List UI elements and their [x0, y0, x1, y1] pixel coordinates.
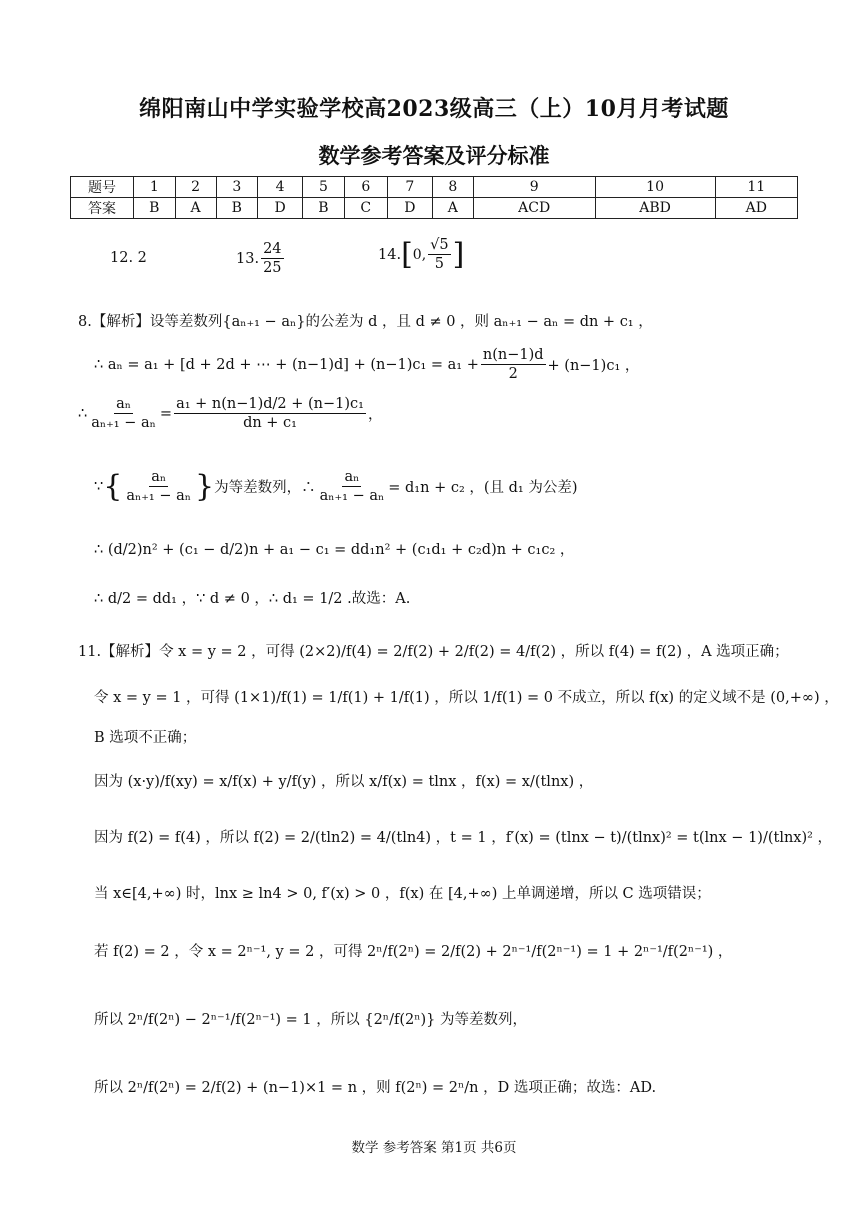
q11-line-5: 因为 f(2) = f(4) ，所以 f(2) = 2/(tln2) = 4/(tln4) ，t = 1 ，f′(x) = (tlnx − t)/(tlnx)² = t(lnx − 1)/(tlnx)² ，: [94, 830, 833, 846]
q11-line-7: 若 f(2) = 2 ，令 x = 2ⁿ⁻¹, y = 2 ，可得 2ⁿ/f(2ⁿ) = 2/f(2) + 2ⁿ⁻¹/f(2ⁿ⁻¹) = 1 + 2ⁿ⁻¹/f(2ⁿ⁻¹) ，: [94, 944, 733, 960]
q11-line-8: 所以 2ⁿ/f(2ⁿ) − 2ⁿ⁻¹/f(2ⁿ⁻¹) = 1 ，所以 {2ⁿ/f(2ⁿ)} 为等差数列，: [94, 1012, 527, 1028]
table-row-answers: [71, 198, 798, 219]
row-label-answer: 答案: [71, 198, 134, 219]
fraction: $\frac{\text{a₁ + n(n−1)d/2 + (n−1)c₁}}{\text{dn + c₁}}$: [176, 396, 364, 432]
table-cell: ABD: [595, 198, 715, 219]
page-footer: 数学 参考答案 第1页 共6页: [351, 1140, 517, 1156]
fill-in-q14: 14. [ 0, $\frac{√5}{5}$ ]: [378, 236, 465, 273]
fill-in-q12: 12. 2: [110, 250, 147, 266]
q11-line-6: 当 x∈[4,+∞) 时，lnx ≥ ln4 > 0, f′(x) > 0 ，f(x) 在 [4,+∞) 上单调递增，所以 C 选项错误；: [94, 886, 711, 902]
table-cell: B: [303, 198, 345, 219]
table-cell: 3: [216, 177, 258, 198]
table-cell: ACD: [473, 198, 595, 219]
q8-line-3: ∴ $\frac{\text{aₙ}}{\text{aₙ₊₁ − aₙ}}$ = $\frac{\text{a₁ + n(n−1)d/2 + (n−1)c₁}}{\text{dn + c₁}}$ ，: [78, 396, 383, 432]
table-cell: 2: [175, 177, 216, 198]
q8-line-4: ∵ { $\frac{\text{aₙ}}{\text{aₙ₊₁ − aₙ}}$ } 为等差数列，∴ $\frac{\text{aₙ}}{\text{aₙ₊₁ − aₙ}}$ = d₁n + c₂ ，(且 d₁ 为公差): [94, 468, 578, 505]
q11-line-1: 11.【解析】 令 x = y = 2 ，可得 (2×2)/f(4) = 2/f(2) + 2/f(2) = 4/f(2) ，所以 f(4) = f(2) ，A 选项正确；: [78, 640, 789, 661]
fraction: $\frac{√5}{5}$: [430, 237, 449, 273]
q11-line-4: 因为 (x·y)/f(xy) = x/f(x) + y/f(y) ，所以 x/f(x) = tlnx ，f(x) = x/(tlnx) ，: [94, 774, 594, 790]
page-subtitle: 数学参考答案及评分标准: [318, 143, 550, 168]
fill-in-q13: 13. $\frac{24}{25}$: [236, 241, 282, 277]
table-cell: 7: [387, 177, 432, 198]
table-row-numbers: [71, 177, 798, 198]
page-title: 绵阳南山中学实验学校高2023级高三（上）10月月考试题: [139, 96, 729, 122]
q11-line-3: B 选项不正确；: [94, 730, 197, 746]
table-cell: D: [387, 198, 432, 219]
table-cell: C: [344, 198, 387, 219]
table-cell: 8: [432, 177, 473, 198]
table-cell: 5: [303, 177, 345, 198]
table-cell: 9: [473, 177, 595, 198]
q8-line-5: ∴ (d/2)n² + (c₁ − d/2)n + a₁ − c₁ = dd₁n² + (c₁d₁ + c₂d)n + c₁c₂ ，: [94, 542, 575, 558]
q8-line-1: 8.【解析】 设等差数列{aₙ₊₁ − aₙ}的公差为 d ，且 d ≠ 0 ，则 aₙ₊₁ − aₙ = dn + c₁ ，: [78, 310, 653, 331]
fraction: $\frac{\text{aₙ}}{\text{aₙ₊₁ − aₙ}}$: [319, 469, 385, 505]
row-label-number: 题号: [71, 177, 134, 198]
table-cell: D: [258, 198, 303, 219]
table-cell: 11: [715, 177, 797, 198]
fraction: $\frac{24}{25}$: [263, 241, 282, 277]
table-cell: AD: [715, 198, 797, 219]
table-cell: A: [175, 198, 216, 219]
fraction: $\frac{\text{aₙ}}{\text{aₙ₊₁ − aₙ}}$: [91, 396, 156, 432]
table-cell: 4: [258, 177, 303, 198]
fraction: $\frac{n(n-1)d}{2}$: [482, 347, 544, 383]
fraction: $\frac{\text{aₙ}}{\text{aₙ₊₁ − aₙ}}$: [126, 469, 191, 505]
q8-label: 8.【解析】: [78, 314, 150, 330]
answer-table: [70, 176, 798, 219]
q11-line-2: 令 x = y = 1 ，可得 (1×1)/f(1) = 1/f(1) + 1/f(1) ，所以 1/f(1) = 0 不成立，所以 f(x) 的定义域不是 (0,+∞) ，: [94, 690, 839, 706]
table-cell: 1: [134, 177, 176, 198]
table-cell: 6: [344, 177, 387, 198]
table-cell: A: [432, 198, 473, 219]
table-cell: B: [134, 198, 176, 219]
q8-line-6: ∴ d/2 = dd₁ ，∵ d ≠ 0 ，∴ d₁ = 1/2 .故选：A.: [94, 591, 411, 607]
table-cell: B: [216, 198, 258, 219]
table-cell: 10: [595, 177, 715, 198]
q8-line-2: ∴ aₙ = a₁ + [d + 2d + ⋯ + (n−1)d] + (n−1)c₁ = a₁ + $\frac{n(n-1)d}{2}$ + (n−1)c₁ ，: [94, 347, 640, 383]
q11-line-9: 所以 2ⁿ/f(2ⁿ) = 2/f(2) + (n−1)×1 = n ，则 f(2ⁿ) = 2ⁿ/n ，D 选项正确；故选：AD.: [94, 1080, 657, 1096]
q11-label: 11.【解析】: [78, 644, 160, 660]
